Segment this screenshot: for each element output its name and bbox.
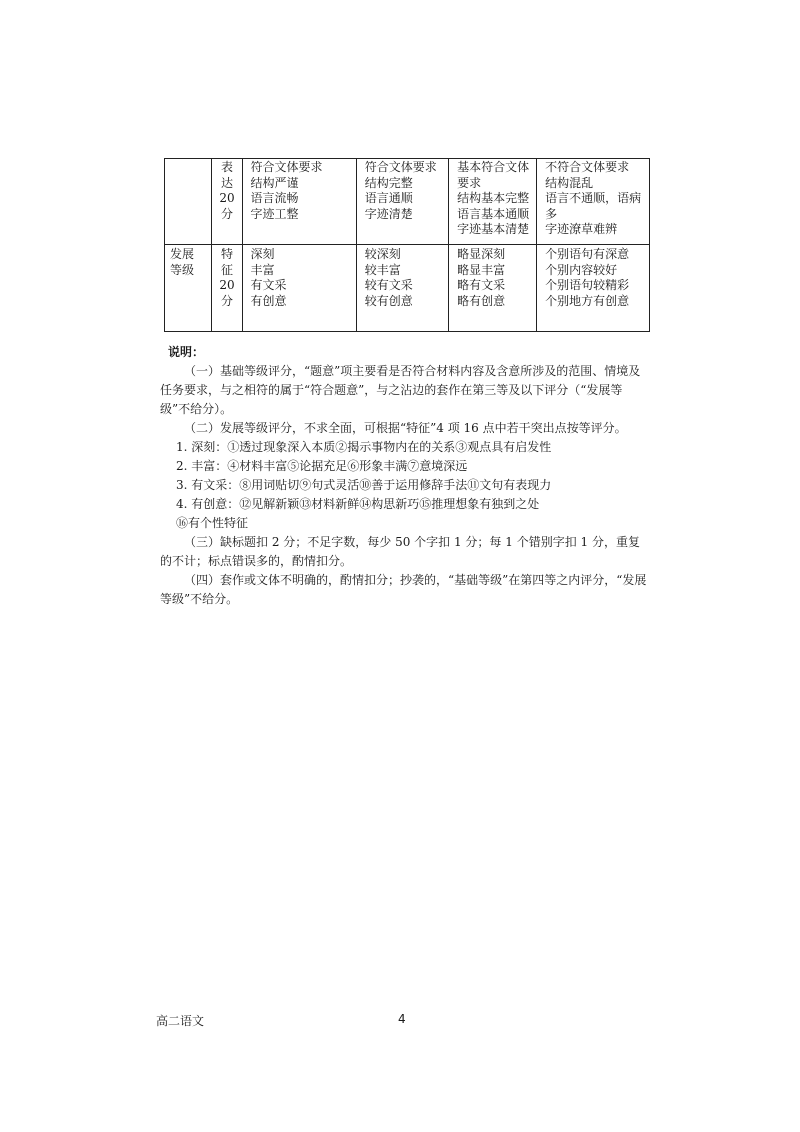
page-number: 4 <box>398 1012 406 1026</box>
level-cell-development: 发展 等级 <box>165 245 212 332</box>
note-item-rich: 2. 丰富：④材料丰富⑤论据充足⑥形象丰满⑦意境深远 <box>176 459 468 473</box>
notes-title: 说明： <box>168 345 205 359</box>
grading-table <box>164 158 650 332</box>
item-cell-features: 特 征 20 分 <box>212 245 242 332</box>
table-row-expression <box>165 159 650 245</box>
grade-4-cell: 个别语句有深意 个别内容较好 个别语句较精彩 个别地方有创意 <box>537 245 650 332</box>
grade-3-cell: 基本符合文体 要求 结构基本完整 语言基本通顺 字迹基本清楚 <box>449 159 537 245</box>
grade-1-cell: 深刻 丰富 有文采 有创意 <box>242 245 356 332</box>
note-paragraph-1: （一）基础等级评分，“题意”项主要看是否符合材料内容及含意所涉及的范围、情境及任务要求，与之相符的属于“符合题意”，与之沾边的套作在第三等及以下评分（“发展等级”不给分）。 <box>160 364 641 416</box>
note-paragraph-3: （三）缺标题扣 2 分；不足字数，每少 50 个字扣 1 分；每 1 个错别字扣 1 分，重复的不计；标点错误多的，酌情扣分。 <box>160 535 640 568</box>
grade-2-cell: 较深刻 较丰富 较有文采 较有创意 <box>356 245 448 332</box>
note-item-creative: 4. 有创意：⑫见解新颖⑬材料新鲜⑭构思新巧⑮推理想象有独到之处 <box>176 497 540 511</box>
grade-1-cell: 符合文体要求 结构严谨 语言流畅 字迹工整 <box>242 159 356 245</box>
table-row-development <box>165 245 650 332</box>
grade-4-cell: 不符合文体要求 结构混乱 语言不通顺，语病 多 字迹潦草难辨 <box>537 159 650 245</box>
footer-subject: 高二语文 <box>156 1014 205 1028</box>
item-cell-expression: 表 达 20 分 <box>212 159 242 245</box>
level-cell-empty <box>165 159 212 245</box>
grading-notes <box>160 343 650 609</box>
grade-2-cell: 符合文体要求 结构完整 语言通顺 字迹清楚 <box>356 159 448 245</box>
note-item-individual: ⑯有个性特征 <box>176 516 249 530</box>
note-item-deep: 1. 深刻：①透过现象深入本质②揭示事物内在的关系③观点具有启发性 <box>176 440 552 454</box>
note-paragraph-4: （四）套作或文体不明确的，酌情扣分；抄袭的，“基础等级”在第四等之内评分，“发展等级”不给分。 <box>160 573 647 606</box>
grade-3-cell: 略显深刻 略显丰富 略有文采 略有创意 <box>449 245 537 332</box>
note-item-literary: 3. 有文采：⑧用词贴切⑨句式灵活⑩善于运用修辞手法⑪文句有表现力 <box>176 478 552 492</box>
note-paragraph-2: （二）发展等级评分，不求全面，可根据“特征”4 项 16 点中若干突出点按等评分。 <box>184 421 627 435</box>
